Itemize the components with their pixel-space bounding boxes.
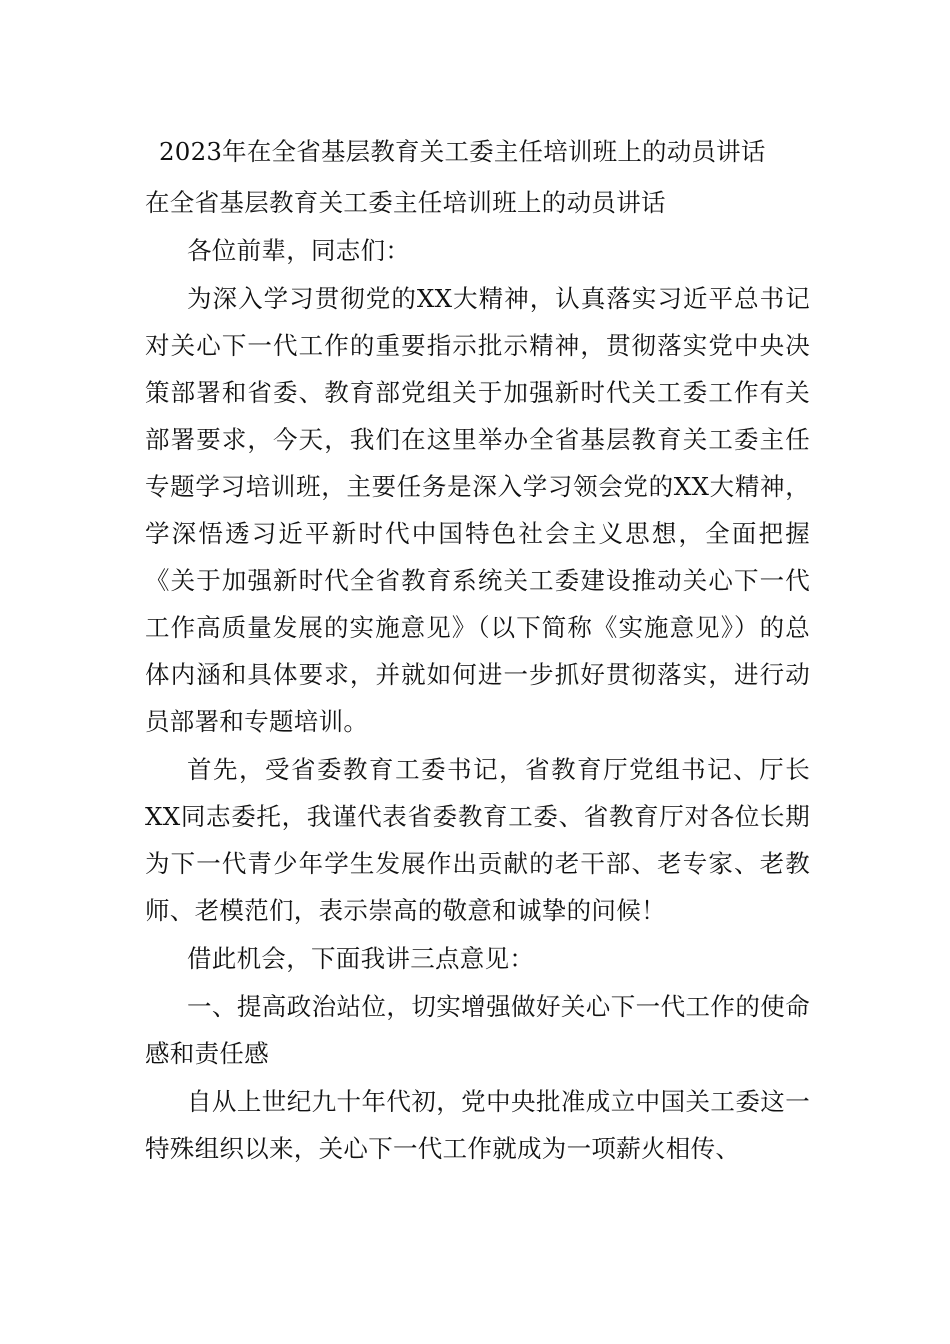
paragraph-greeting: 首先，受省委教育工委书记，省教育厅党组书记、厅长XX同志委托，我谨代表省委教育工委、省教育厅对各位长期为下一代青少年学生发展作出贡献的老干部、老专家、老教师、老模范们，表示崇高的敬意和诚挚的问候！ [145,755,810,925]
paragraph-intro: 为深入学习贯彻党的XX大精神，认真落实习近平总书记对关心下一代工作的重要指示批示精神，贯彻落实党中央决策部署和省委、教育部党组关于加强新时代关工委工作有关部署要求，今天，我们在这里举办全省基层教育关工委主任专题学习培训班，主要任务是深入学习领会党的XX大精神，学深悟透习近平新时代中国特色社会主义思想，全面把握《关于加强新时代全省教育系统关工委建设推动关心下一代工作高质量发展的实施意见》（以下简称《实施意见》）的总体内涵和具体要求，并就如何进一步抓好贯彻落实，进行动员部署和专题培训。 [145,284,810,736]
document-body [145,128,810,1172]
document-subtitle: 在全省基层教育关工委主任培训班上的动员讲话 [145,188,666,217]
section-heading-1: 一、提高政治站位，切实增强做好关心下一代工作的使命感和责任感 [145,992,810,1068]
document-title: 2023年在全省基层教育关工委主任培训班上的动员讲话 [159,137,766,166]
paragraph-salutation: 各位前辈，同志们： [187,236,411,265]
paragraph-section-1: 自从上世纪九十年代初，党中央批准成立中国关工委这一特殊组织以来，关心下一代工作就成为一项薪火相传、 [145,1087,810,1163]
paragraph-transition: 借此机会，下面我讲三点意见： [187,944,535,973]
